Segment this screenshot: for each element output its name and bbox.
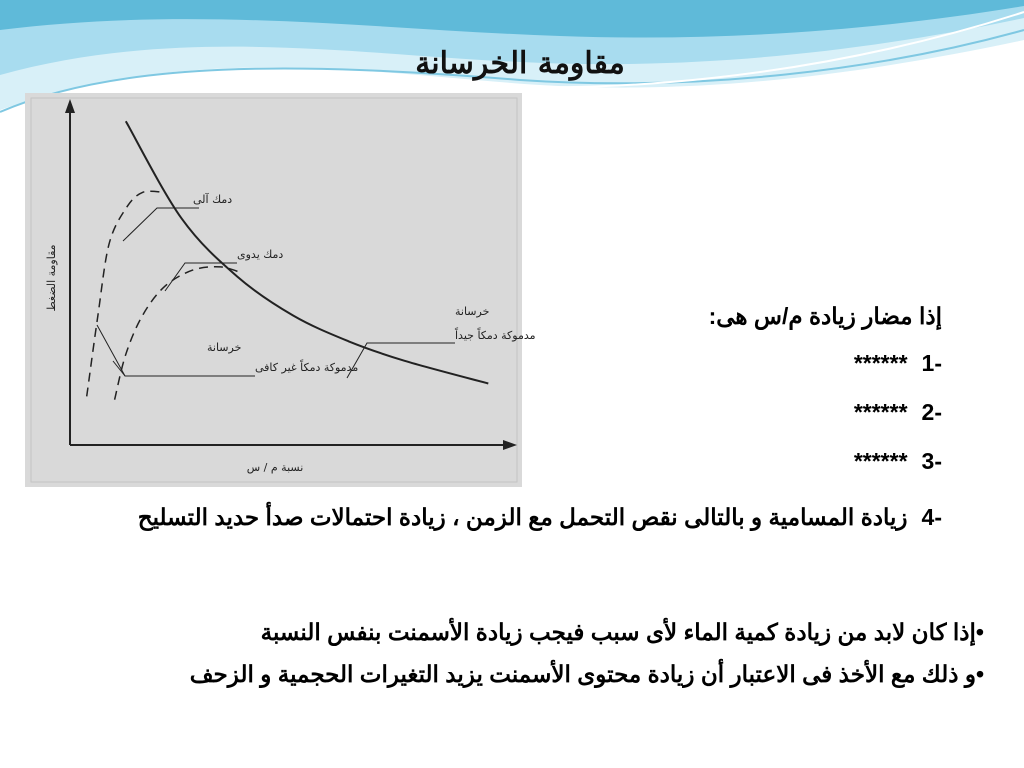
list-item-number: -4 bbox=[921, 504, 942, 530]
compressive-strength-chart bbox=[25, 93, 536, 487]
annotation-concrete-2: خرسانة bbox=[455, 305, 490, 318]
list-item-number: -1 bbox=[921, 350, 942, 376]
annotation-well-compacted: مدموكة دمكاً جيداً bbox=[455, 329, 536, 342]
annotation-concrete-1: خرسانة bbox=[207, 341, 242, 354]
annotation-machine-compaction: دمك آلى bbox=[193, 193, 233, 206]
list-item-text: ****** bbox=[853, 350, 908, 376]
list-item-number: -2 bbox=[921, 399, 942, 425]
list-item-number: -3 bbox=[921, 448, 942, 474]
annotation-manual-compaction: دمك يدوى bbox=[237, 248, 284, 261]
slide-title-text: مقاومة الخرسانة bbox=[415, 46, 625, 81]
slide-title bbox=[0, 46, 1024, 96]
bullet-1: •إذا كان لابد من زيادة كمية الماء لأى سبب فيجب زيادة الأسمنت بنفس النسبة bbox=[260, 619, 984, 645]
list-item-1 bbox=[854, 350, 942, 377]
x-axis-label: نسبة م / س bbox=[246, 461, 304, 474]
list-item-3 bbox=[854, 448, 942, 475]
intro-text: إذا مضار زيادة م/س هى: bbox=[708, 303, 942, 329]
figure-background bbox=[25, 93, 522, 487]
list-item-4 bbox=[112, 497, 942, 537]
bullet-2: •و ذلك مع الأخذ فى الاعتبار أن زيادة محتوى الأسمنت يزيد التغيرات الحجمية و الزحف bbox=[189, 661, 984, 687]
list-item-2 bbox=[854, 399, 942, 426]
list-item-text: زيادة المسامية و بالتالى نقص التحمل مع الزمن ، زيادة احتمالات صدأ حديد التسليح bbox=[137, 504, 908, 530]
y-axis-label: مقاومة الضغط bbox=[45, 244, 58, 312]
list-item-text: ****** bbox=[853, 448, 908, 474]
annotation-insufficient: مدموكة دمكاً غير كافى bbox=[255, 361, 359, 374]
list-item-text: ****** bbox=[853, 399, 908, 425]
